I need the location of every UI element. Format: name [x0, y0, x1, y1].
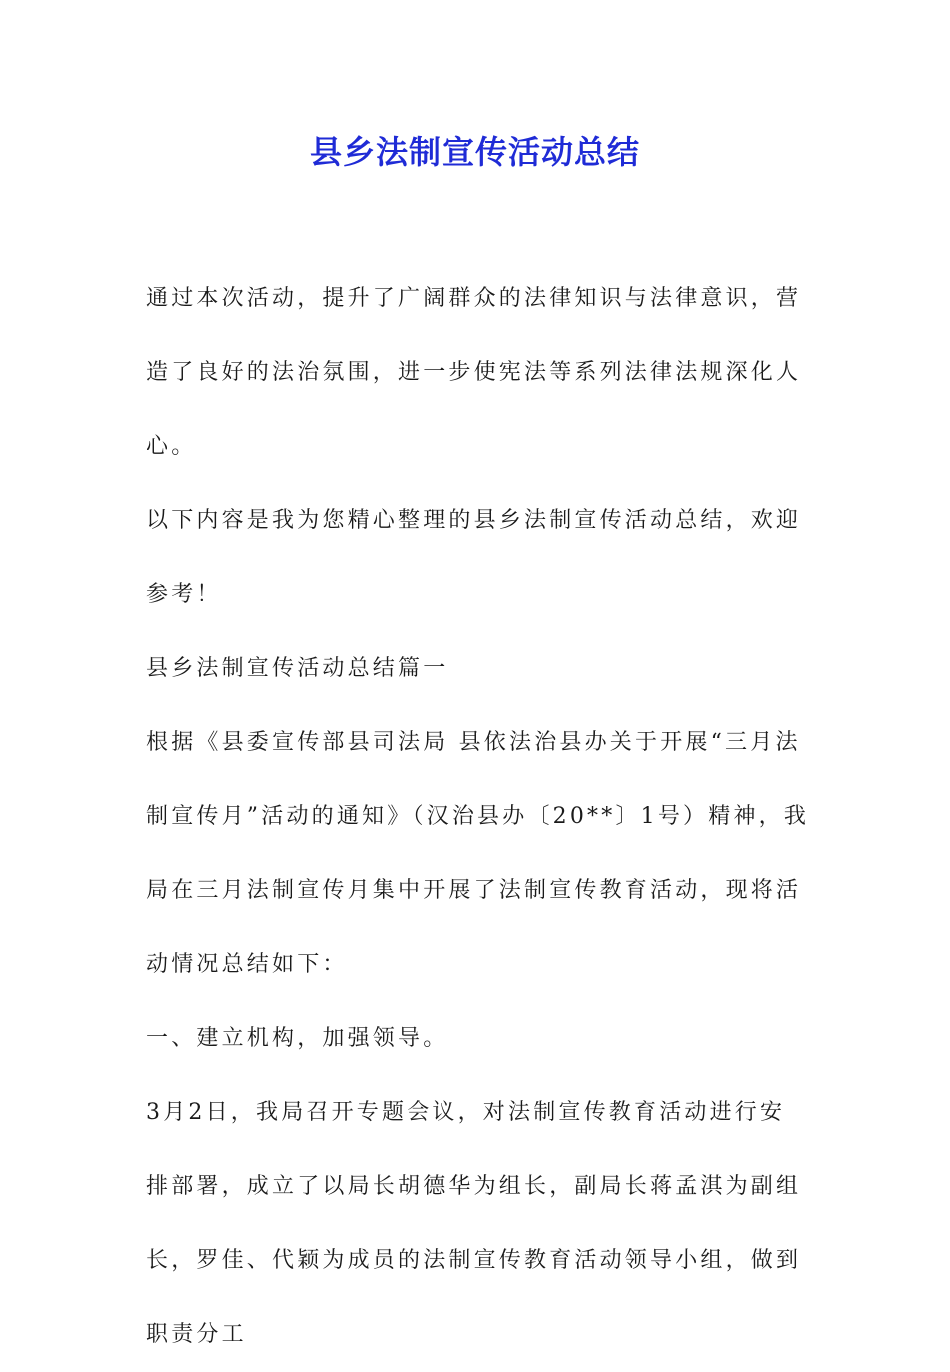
section-heading: 县乡法制宣传活动总结篇一: [146, 656, 449, 681]
document-body: [146, 262, 810, 1372]
document-title: 县乡法制宣传活动总结: [309, 133, 640, 171]
paragraph-intro: 通过本次活动，提升了广阔群众的法律知识与法律意识，营造了良好的法治氛围，进一步使宪法等系列法律法规深化人心。: [146, 286, 802, 459]
subsection-heading: 一、建立机构，加强领导。: [146, 1026, 449, 1051]
paragraph-basis: 根据《县委宣传部县司法局 县依法治县办关于开展“三月法制宣传月”活动的通知》（汉治县办〔20**〕1号）精神，我局在三月法制宣传月集中开展了法制宣传教育活动，现将活动情况总结如下：: [146, 730, 810, 977]
paragraph-meeting: 3月2日，我局召开专题会议，对法制宣传教育活动进行安排部署，成立了以局长胡德华为组长，副局长蒋孟淇为副组长，罗佳、代颖为成员的法制宣传教育活动领导小组，做到职责分工: [146, 1100, 802, 1347]
paragraph-reference-note: 以下内容是我为您精心整理的县乡法制宣传活动总结，欢迎参考！: [146, 508, 802, 607]
